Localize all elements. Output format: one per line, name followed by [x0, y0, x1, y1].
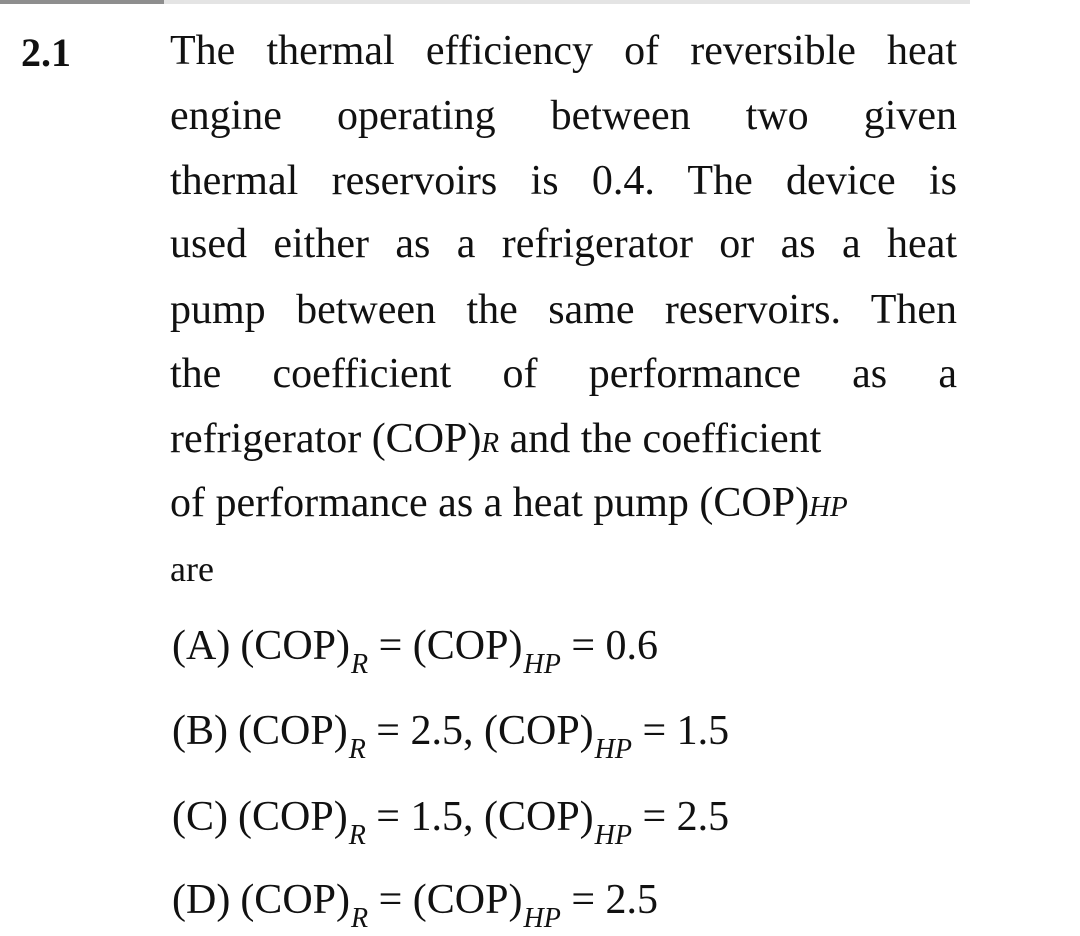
option-a-eq2: = 0.6 [560, 623, 658, 669]
option-a-eq1: = [368, 623, 413, 669]
question-line-8-sub-hp: HP [809, 491, 848, 523]
top-rule-dark [0, 0, 164, 4]
question-line-7 [170, 415, 957, 467]
option-b-val-hp: = 1.5 [632, 708, 730, 754]
option-a-cop-hp: (COP) [412, 623, 523, 669]
option-b-val-r: = 2.5, [365, 708, 484, 754]
question-line-8 [170, 479, 957, 531]
option-d-eq1: = [368, 877, 413, 923]
option-a-sub-r: R [351, 649, 369, 680]
option-c-cop-hp: (COP) [483, 794, 594, 840]
option-c-label: (C) [172, 794, 228, 840]
option-d-label: (D) [172, 877, 231, 923]
question-line-4: used either as a refrigerator or as a heat [170, 221, 957, 267]
option-d-sub-hp: HP [523, 903, 561, 934]
option-a-label: (A) [172, 623, 231, 669]
question-line-7-sub-r: R [481, 427, 500, 459]
option-b[interactable] [172, 707, 730, 765]
option-a[interactable] [172, 622, 658, 680]
option-d-eq2: = 2.5 [560, 877, 658, 923]
option-b-sub-r: R [348, 734, 366, 765]
option-d-cop-r: (COP) [240, 877, 350, 923]
question-line-7-part-1: refrigerator (COP) [170, 416, 482, 462]
option-a-sub-hp: HP [523, 649, 561, 680]
option-c[interactable] [172, 793, 730, 851]
option-c-val-r: = 1.5, [365, 794, 484, 840]
option-c-sub-r: R [348, 820, 366, 851]
question-line-7-part-2: and the coefficient [499, 416, 822, 462]
option-d-sub-r: R [351, 903, 369, 934]
option-c-sub-hp: HP [594, 820, 632, 851]
top-rule-light [164, 0, 970, 4]
option-b-cop-r: (COP) [238, 708, 348, 754]
question-line-8-part-1: of performance as a heat pump (COP) [170, 480, 810, 526]
option-d[interactable] [172, 876, 658, 934]
question-number: 2.1 [21, 30, 71, 75]
question-line-6: the coefficient of performance as a [170, 351, 957, 397]
question-line-5: pump between the same reservoirs. Then [170, 287, 957, 333]
option-b-cop-hp: (COP) [483, 708, 594, 754]
option-a-cop-r: (COP) [240, 623, 350, 669]
option-c-val-hp: = 2.5 [632, 794, 730, 840]
option-d-cop-hp: (COP) [412, 877, 523, 923]
question-line-3: thermal reservoirs is 0.4. The device is [170, 158, 957, 204]
question-line-9: are [170, 549, 214, 589]
option-b-label: (B) [172, 708, 228, 754]
question-line-1: The thermal efficiency of reversible heat [170, 28, 957, 74]
option-c-cop-r: (COP) [238, 794, 348, 840]
option-b-sub-hp: HP [594, 734, 632, 765]
question-line-2: engine operating between two given [170, 93, 957, 139]
